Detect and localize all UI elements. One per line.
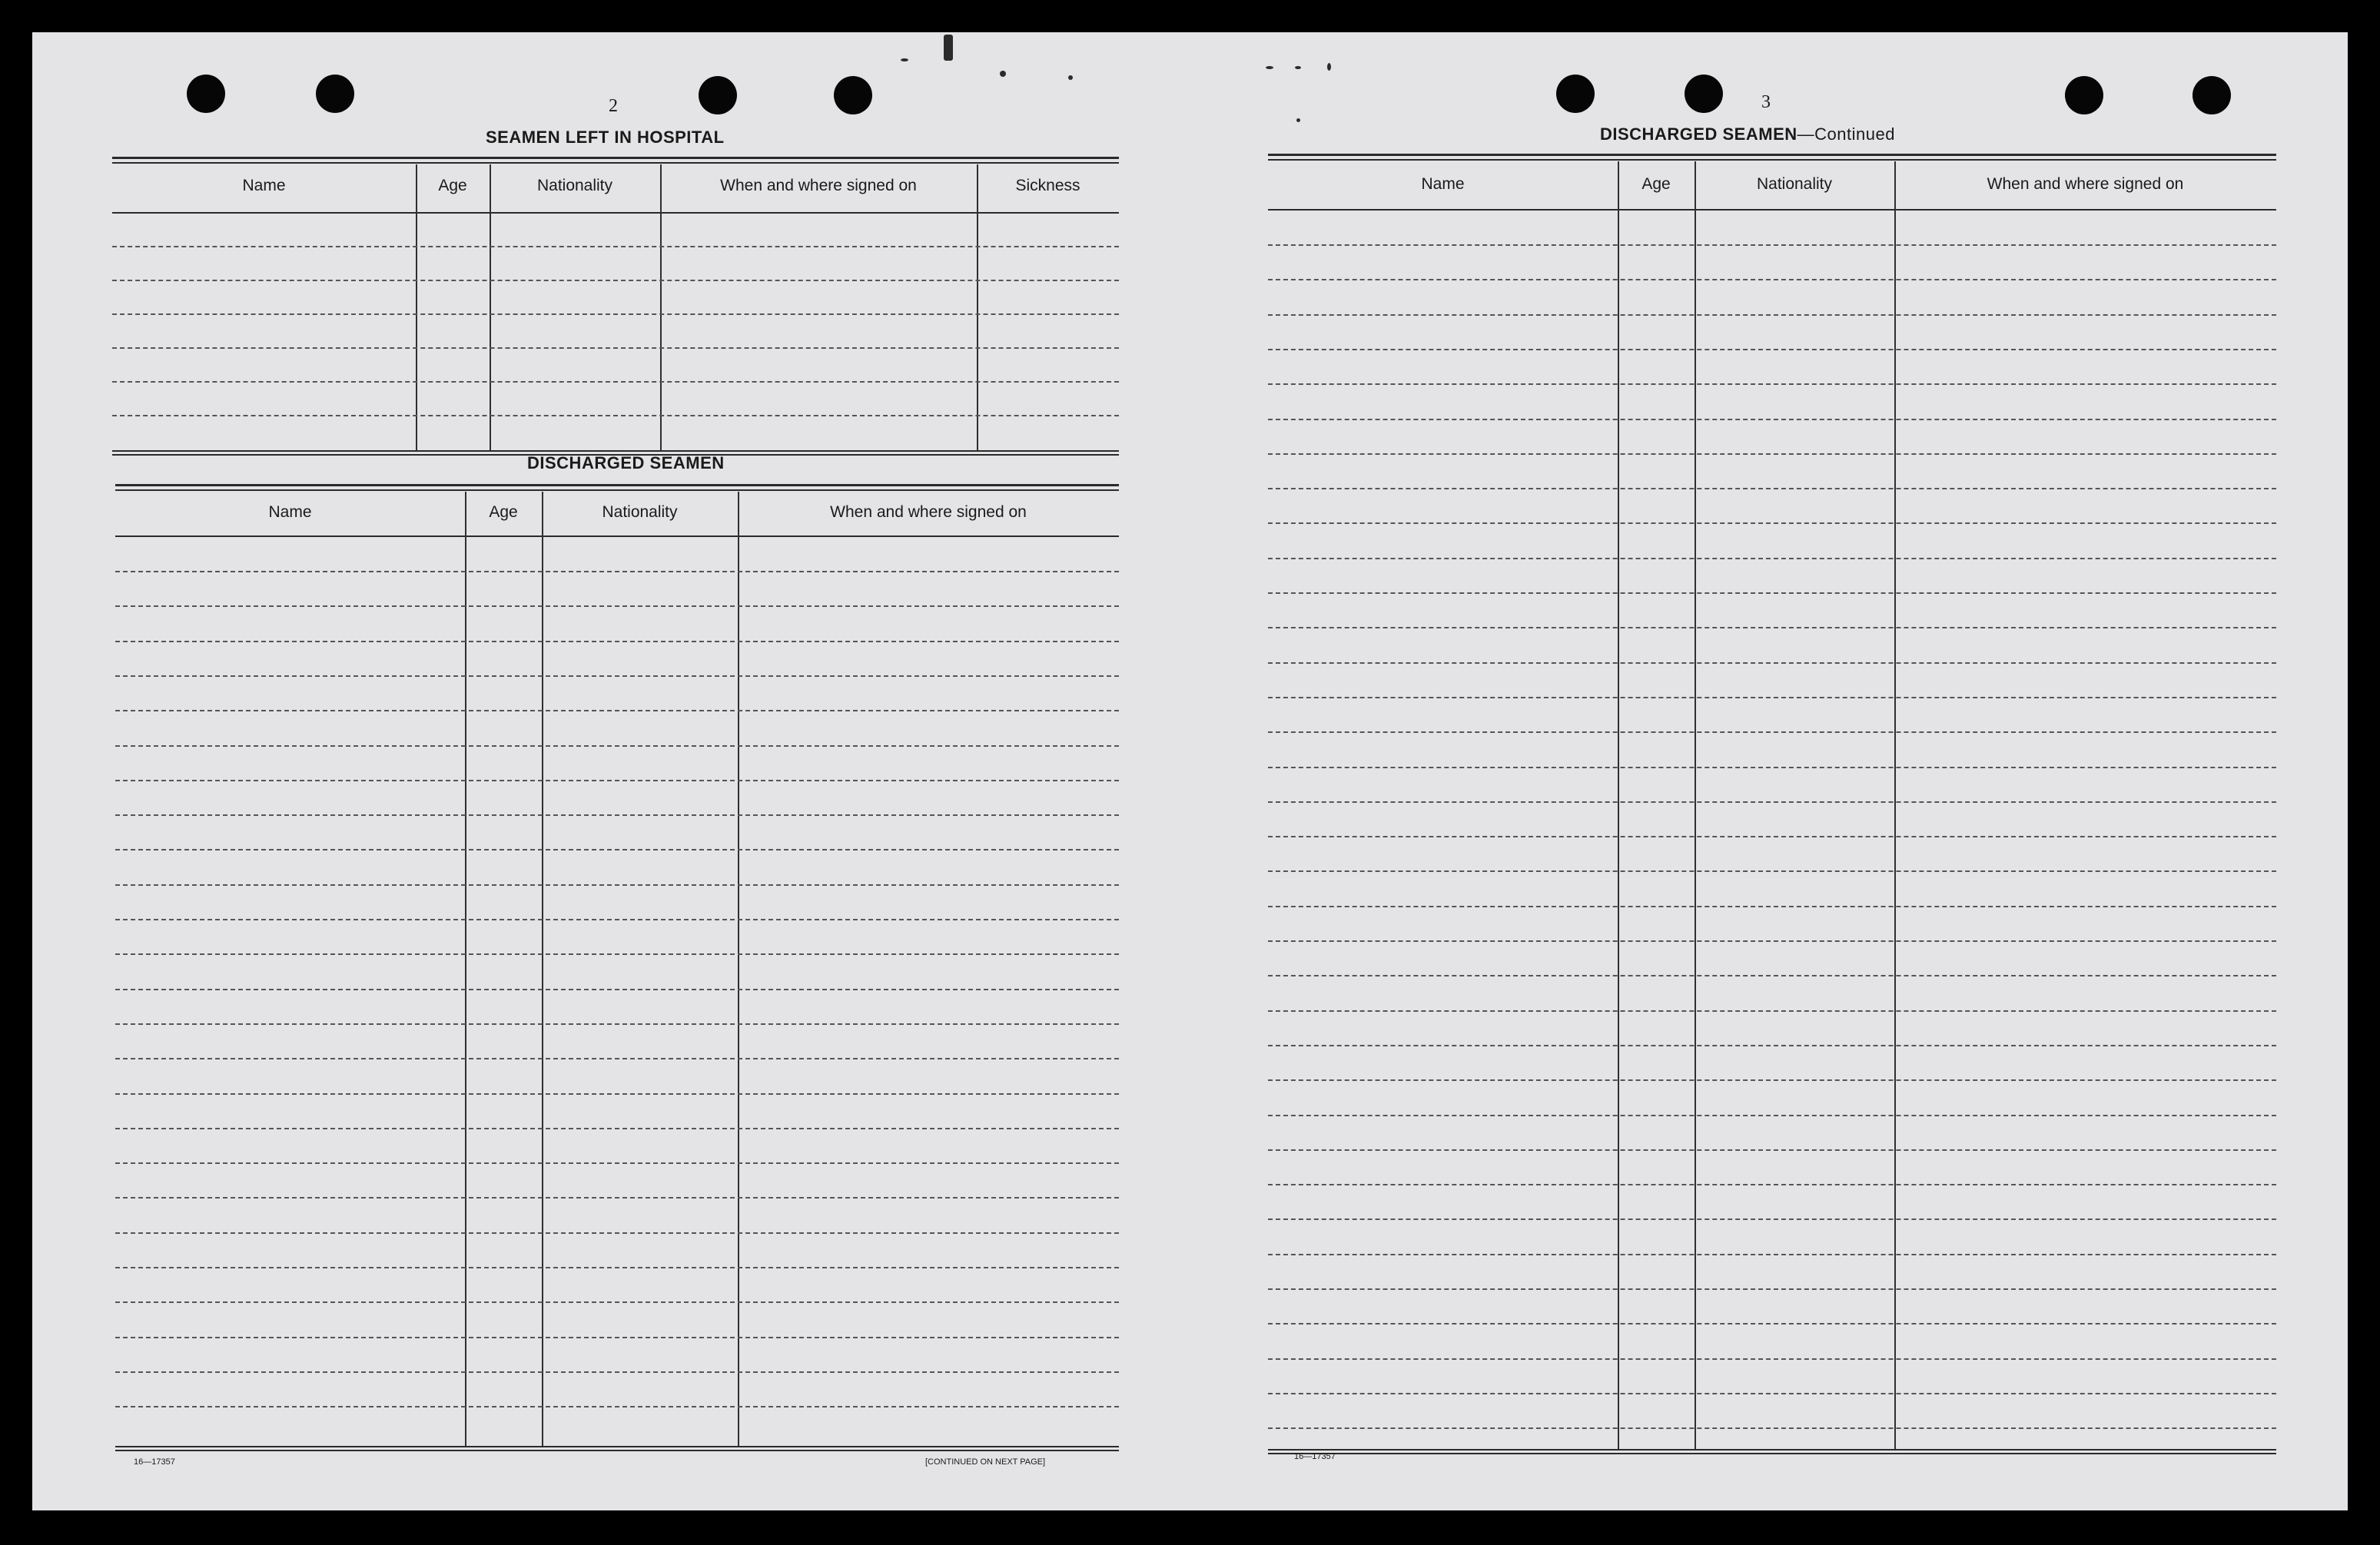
hospital-section-title: SEAMEN LEFT IN HOSPITAL xyxy=(486,128,725,147)
ledger-header-rule xyxy=(115,535,1119,537)
ledger-row-line xyxy=(1268,1358,2276,1360)
col-header-name: Name xyxy=(1421,175,1465,193)
ledger-row-line xyxy=(1268,731,2276,733)
ledger-row-line xyxy=(1268,697,2276,698)
ledger-row-line xyxy=(1268,767,2276,768)
ledger-row-line xyxy=(1268,488,2276,489)
ledger-row-line xyxy=(1268,836,2276,837)
ledger-row-line xyxy=(115,571,1119,572)
scanned-document xyxy=(32,32,2348,1510)
ledger-row-line xyxy=(115,1232,1119,1234)
col-header-name: Name xyxy=(242,177,286,194)
ledger-row-line xyxy=(112,415,1119,416)
ledger-bottom-rule xyxy=(1268,1449,2276,1451)
ledger-row-line xyxy=(1268,1149,2276,1151)
scan-speck xyxy=(901,58,908,61)
ledger-header-rule xyxy=(1268,209,2276,211)
ledger-row-line xyxy=(1268,1045,2276,1046)
punch-hole xyxy=(2192,76,2231,114)
col-header-signed-on: When and where signed on xyxy=(720,177,917,194)
ledger-top-rule xyxy=(115,484,1119,486)
ledger-row-line xyxy=(1268,1184,2276,1185)
continued-section-title xyxy=(1600,124,1895,144)
ledger-row-line xyxy=(115,919,1119,920)
form-number-left: 16—17357 xyxy=(134,1457,175,1467)
ledger-row-line xyxy=(115,884,1119,886)
column-divider xyxy=(1618,161,1619,1451)
page-number-right: 3 xyxy=(1761,92,1771,112)
ledger-row-line xyxy=(115,1093,1119,1095)
scan-speck xyxy=(1296,118,1300,122)
ledger-row-line xyxy=(1268,592,2276,594)
punch-hole xyxy=(1556,75,1595,113)
ledger-row-line xyxy=(115,1128,1119,1129)
col-header-sickness: Sickness xyxy=(1015,177,1080,194)
ledger-bottom-rule xyxy=(115,1446,1119,1447)
ledger-row-line xyxy=(115,849,1119,850)
col-header-signed-on: When and where signed on xyxy=(830,503,1027,521)
ledger-row-line xyxy=(115,1023,1119,1025)
col-header-name: Name xyxy=(268,503,312,521)
column-divider xyxy=(1695,161,1696,1451)
col-header-nationality: Nationality xyxy=(602,503,678,521)
ledger-row-line xyxy=(112,280,1119,281)
punch-hole xyxy=(316,75,354,113)
title-main: DISCHARGED SEAMEN xyxy=(1600,124,1797,144)
ledger-row-line xyxy=(1268,1288,2276,1290)
ledger-row-line xyxy=(1268,558,2276,559)
ledger-row-line xyxy=(1268,279,2276,280)
ledger-row-line xyxy=(1268,419,2276,420)
ledger-row-line xyxy=(1268,870,2276,872)
punch-hole xyxy=(2065,76,2103,114)
ledger-row-line xyxy=(1268,906,2276,907)
ledger-top-rule xyxy=(112,162,1119,164)
ledger-bottom-rule xyxy=(1268,1453,2276,1454)
scan-speck xyxy=(1266,66,1273,69)
ledger-row-line xyxy=(115,745,1119,747)
hospital-ledger xyxy=(112,157,1119,461)
scan-speck xyxy=(1327,63,1331,71)
title-continued: —Continued xyxy=(1797,124,1895,144)
ledger-row-line xyxy=(115,780,1119,781)
col-header-nationality: Nationality xyxy=(536,177,613,194)
scan-speck xyxy=(944,35,953,61)
ledger-row-line xyxy=(1268,1079,2276,1081)
ledger-row-line xyxy=(112,381,1119,383)
ledger-top-rule xyxy=(112,157,1119,159)
ledger-row-line xyxy=(115,1406,1119,1407)
col-header-age: Age xyxy=(1641,175,1671,193)
ledger-row-line xyxy=(112,246,1119,247)
page-number-left: 2 xyxy=(609,96,618,116)
ledger-row-line xyxy=(115,814,1119,816)
ledger-row-line xyxy=(115,710,1119,711)
ledger-row-line xyxy=(112,347,1119,349)
col-header-age: Age xyxy=(489,503,518,521)
ledger-row-line xyxy=(1268,975,2276,976)
form-number-right: 16—17357 xyxy=(1294,1452,1336,1461)
ledger-row-line xyxy=(1268,244,2276,246)
col-header-nationality: Nationality xyxy=(1756,175,1833,193)
punch-hole xyxy=(187,75,225,113)
punch-hole xyxy=(699,76,737,114)
ledger-row-line xyxy=(1268,383,2276,385)
ledger-row-line xyxy=(1268,1218,2276,1220)
discharged-ledger xyxy=(115,484,1119,1457)
ledger-row-line xyxy=(115,675,1119,677)
column-divider xyxy=(977,164,978,452)
ledger-row-line xyxy=(115,641,1119,642)
continued-ledger xyxy=(1268,154,2276,1455)
ledger-row-line xyxy=(115,953,1119,955)
ledger-row-line xyxy=(1268,522,2276,524)
column-divider xyxy=(465,492,466,1447)
column-divider xyxy=(738,492,739,1447)
ledger-row-line xyxy=(1268,1254,2276,1255)
ledger-bottom-rule xyxy=(115,1450,1119,1451)
ledger-row-line xyxy=(115,1337,1119,1338)
ledger-top-rule xyxy=(1268,159,2276,161)
ledger-row-line xyxy=(1268,627,2276,628)
ledger-row-line xyxy=(115,989,1119,990)
col-header-signed-on: When and where signed on xyxy=(1987,175,2184,193)
scan-speck xyxy=(1295,66,1301,69)
ledger-top-rule xyxy=(115,489,1119,491)
ledger-row-line xyxy=(1268,940,2276,942)
ledger-row-line xyxy=(1268,1427,2276,1429)
scan-speck xyxy=(1068,75,1073,80)
ledger-row-line xyxy=(115,1301,1119,1303)
column-divider xyxy=(490,164,491,452)
punch-hole xyxy=(1685,75,1723,113)
continued-note: [CONTINUED ON NEXT PAGE] xyxy=(925,1457,1046,1467)
ledger-row-line xyxy=(112,313,1119,315)
ledger-row-line xyxy=(1268,1323,2276,1325)
ledger-row-line xyxy=(115,605,1119,607)
column-divider xyxy=(542,492,543,1447)
column-divider xyxy=(660,164,662,452)
ledger-row-line xyxy=(1268,1010,2276,1012)
ledger-row-line xyxy=(1268,349,2276,350)
ledger-row-line xyxy=(115,1197,1119,1199)
ledger-row-line xyxy=(115,1267,1119,1268)
column-divider xyxy=(1894,161,1896,1451)
ledger-row-line xyxy=(115,1371,1119,1373)
scan-speck xyxy=(1000,71,1006,77)
ledger-row-line xyxy=(1268,662,2276,664)
punch-hole xyxy=(834,76,872,114)
col-header-age: Age xyxy=(438,177,467,194)
ledger-row-line xyxy=(1268,453,2276,455)
ledger-bottom-rule xyxy=(112,450,1119,452)
ledger-row-line xyxy=(115,1058,1119,1059)
ledger-top-rule xyxy=(1268,154,2276,156)
ledger-row-line xyxy=(1268,1393,2276,1394)
ledger-header-rule xyxy=(112,212,1119,214)
ledger-row-line xyxy=(1268,314,2276,316)
ledger-row-line xyxy=(1268,1115,2276,1116)
ledger-row-line xyxy=(1268,801,2276,803)
column-divider xyxy=(416,164,417,452)
discharged-section-title: DISCHARGED SEAMEN xyxy=(527,453,725,472)
ledger-row-line xyxy=(115,1162,1119,1164)
